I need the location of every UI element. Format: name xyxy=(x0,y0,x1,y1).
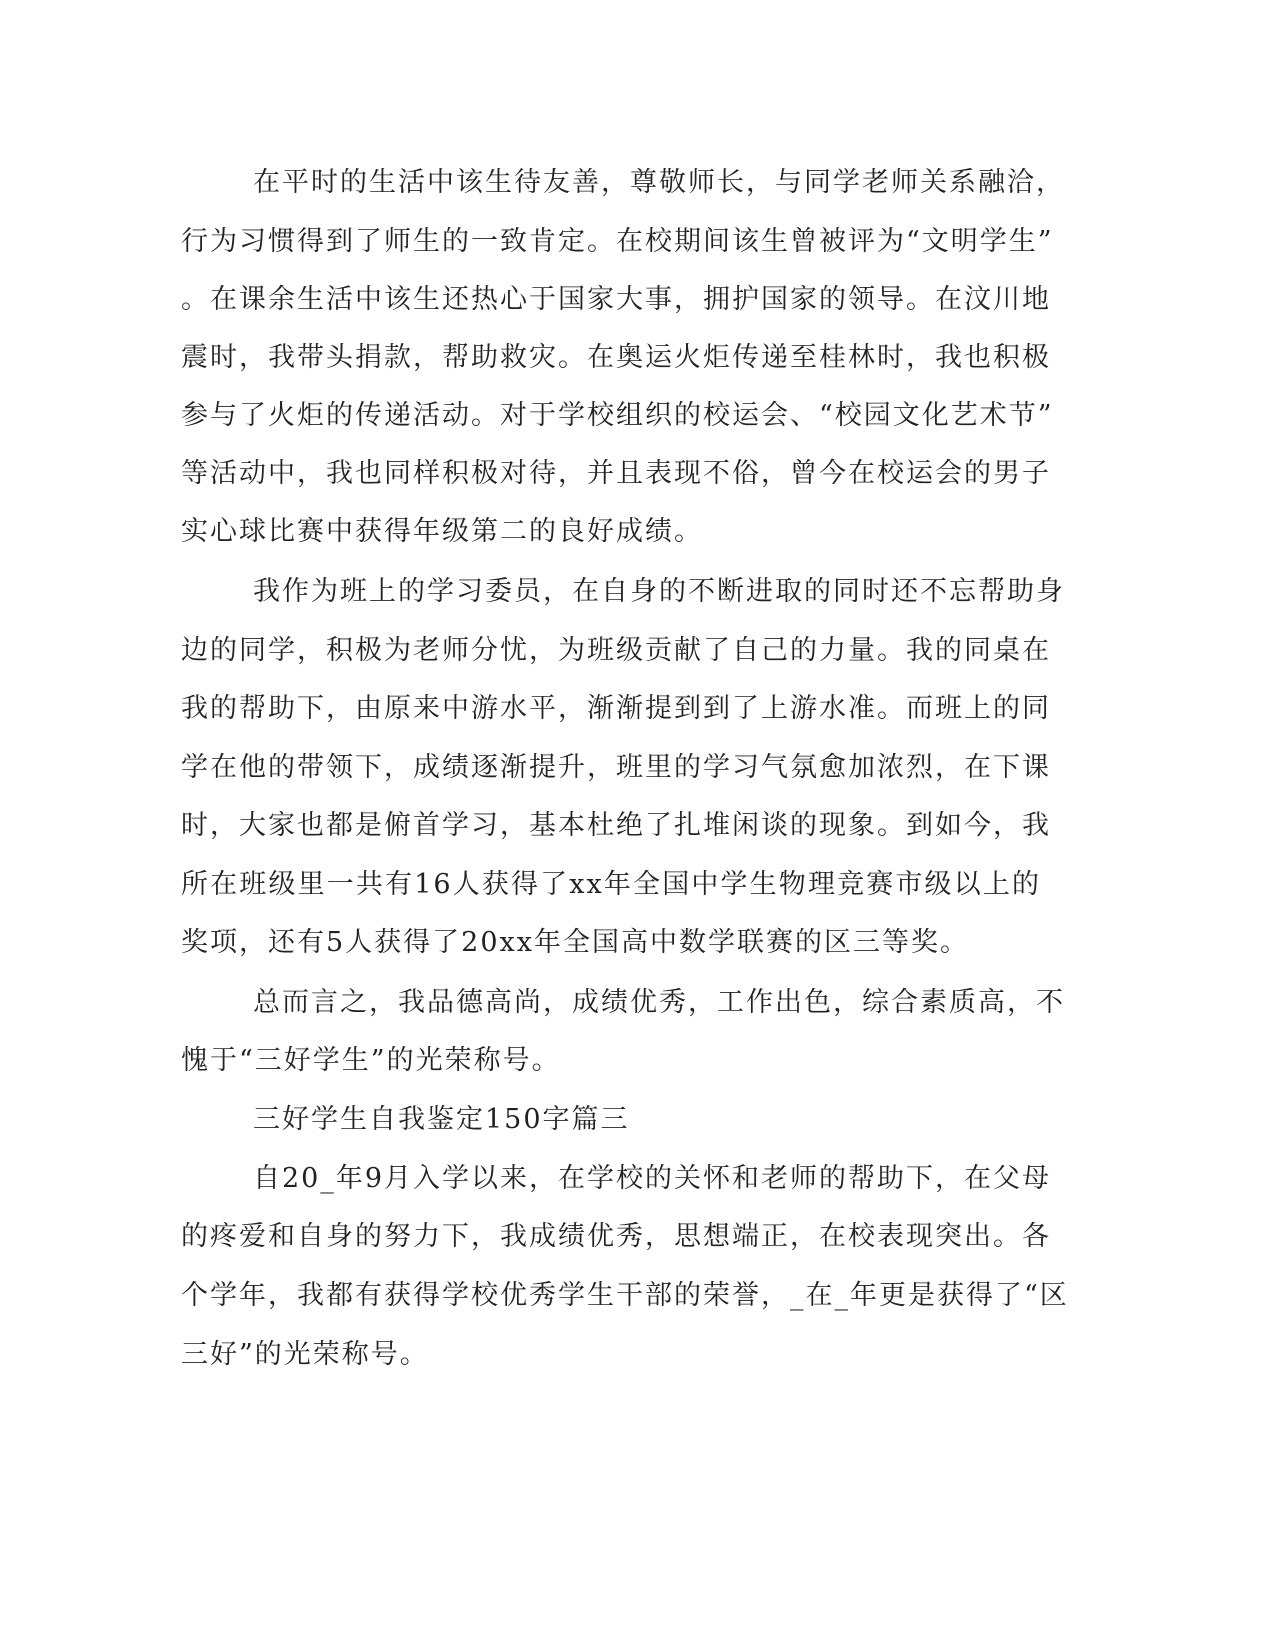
text-line: 实心球比赛中获得年级第二的良好成绩。 xyxy=(181,516,703,547)
text-line: 参与了火炬的传递活动。对于学校组织的校运会、“校园文化艺术节” xyxy=(181,400,1054,431)
text-line: 的疼爱和自身的努力下，我成绩优秀，思想端正，在校表现突出。各 xyxy=(181,1221,1051,1252)
text-line: 自20_年9月入学以来，在学校的关怀和老师的帮助下，在父母 xyxy=(253,1163,1052,1194)
text-line: 行为习惯得到了师生的一致肯定。在校期间该生曾被评为“文明学生” xyxy=(181,226,1054,257)
text-line: 所在班级里一共有16人获得了xx年全国中学生物理竞赛市级以上的 xyxy=(181,869,1041,900)
text-line: 愧于“三好学生”的光荣称号。 xyxy=(181,1045,561,1076)
text-line: 学在他的带领下，成绩逐渐提升，班里的学习气氛愈加浓烈，在下课 xyxy=(181,752,1051,783)
text-line: 奖项，还有5人获得了20xx年全国高中数学联赛的区三等奖。 xyxy=(181,927,969,958)
text-line: 时，大家也都是俯首学习，基本杜绝了扎堆闲谈的现象。到如今，我 xyxy=(181,810,1051,841)
text-line: 等活动中，我也同样积极对待，并且表现不俗，曾今在校运会的男子 xyxy=(181,458,1051,489)
text-line: 我作为班上的学习委员，在自身的不断进取的同时还不忘帮助身 xyxy=(253,576,1065,607)
text-line: 。在课余生活中该生还热心于国家大事，拥护国家的领导。在汶川地 xyxy=(181,284,1051,315)
text-line: 我的帮助下，由原来中游水平，渐渐提到到了上游水准。而班上的同 xyxy=(181,693,1051,724)
text-line: 震时，我带头捐款，帮助救灾。在奥运火炬传递至桂林时，我也积极 xyxy=(181,342,1051,373)
text-line: 总而言之，我品德高尚，成绩优秀，工作出色，综合素质高，不 xyxy=(253,987,1065,1018)
text-line: 边的同学，积极为老师分忧，为班级贡献了自己的力量。我的同桌在 xyxy=(181,635,1051,666)
text-line: 三好”的光荣称号。 xyxy=(181,1339,429,1370)
text-line: 个学年，我都有获得学校优秀学生干部的荣誉，_在_年更是获得了“区 xyxy=(181,1280,1069,1311)
text-line: 在平时的生活中该生待友善，尊敬师长，与同学老师关系融洽， xyxy=(253,167,1065,198)
section-heading: 三好学生自我鉴定150字篇三 xyxy=(253,1104,630,1135)
